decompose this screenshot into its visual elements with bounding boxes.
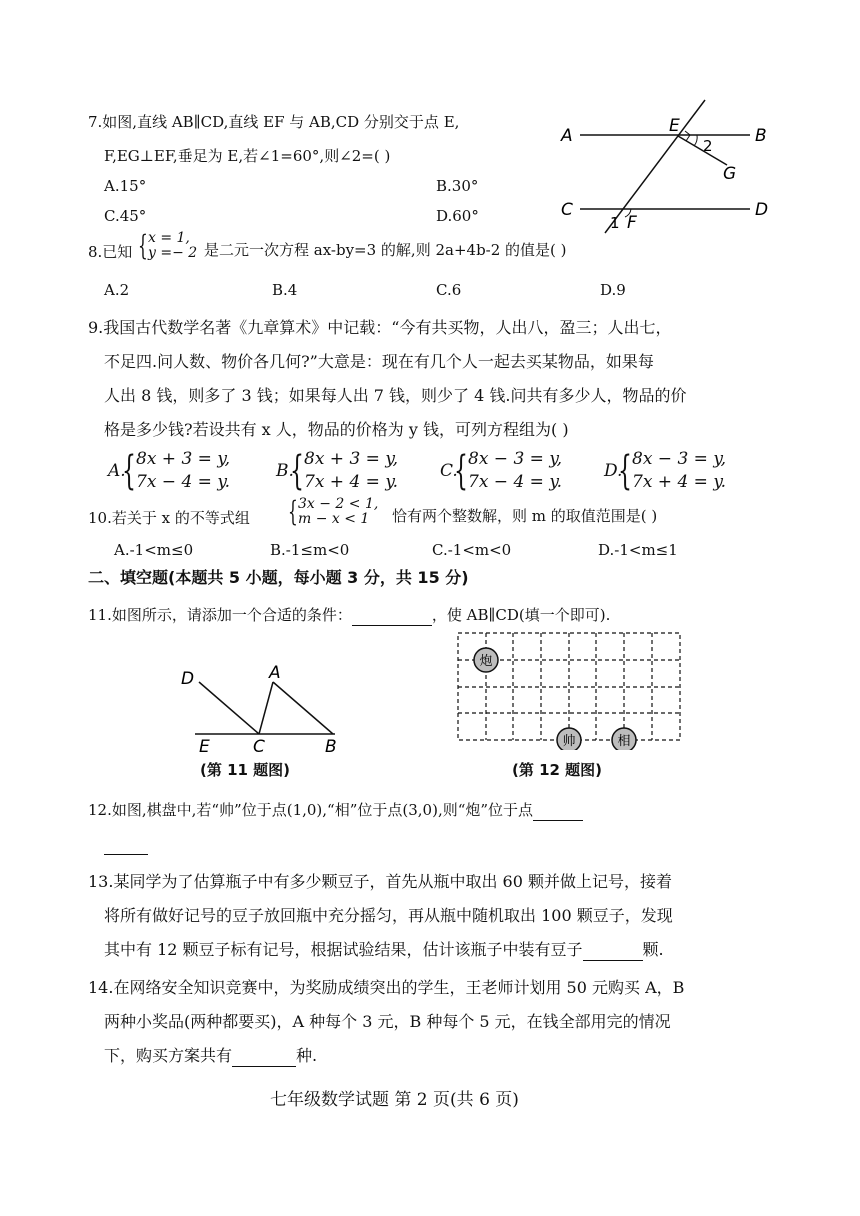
q12-text-line2 (104, 834, 148, 855)
piece-shuai-label: 帅 (562, 734, 576, 749)
q12-text (88, 800, 583, 821)
piece-xiang-label: 相 (617, 734, 631, 749)
q14-line3-before: 下，购买方案共有 (104, 1046, 233, 1065)
q10-eq1: 3x − 2 < 1, (298, 496, 379, 512)
q14-line1: 14.在网络安全知识竞赛中，为奖励成绩突出的学生，王老师计划用 50 元购买 A，B (88, 978, 685, 997)
label-d: D (755, 200, 769, 220)
q8-option-b: B.4 (272, 281, 298, 299)
brace: { (290, 448, 304, 494)
brace: { (122, 448, 136, 494)
q13-line2: 将所有做好记号的豆子放回瓶中充分摇匀，再从瓶中随机取出 100 颗豆子，发现 (104, 906, 673, 925)
label-c: C (253, 737, 265, 757)
q11-text-before: 11.如图所示，请添加一个合适的条件： (88, 606, 352, 624)
q7-line1: 7.如图,直线 AB∥CD,直线 EF 与 AB,CD 分别交于点 E, (88, 113, 460, 131)
option-label: D. (604, 461, 623, 481)
q14-line3-after: 种. (296, 1046, 318, 1065)
q8-suffix: 是二元一次方程 ax-by=3 的解,则 2a+4b-2 的值是( ) (204, 241, 567, 259)
label-2: 2 (703, 137, 713, 155)
q14-line2: 两种小奖品(两种都要买)，A 种每个 3 元，B 种每个 5 元，在钱全部用完的情况 (104, 1012, 671, 1031)
q13-line3 (104, 940, 664, 961)
q9-line2: 不足四.问人数、物价各几何?”大意是：现在有几个人一起去买某物品，如果每 (104, 352, 654, 371)
q8-option-d: D.9 (600, 281, 626, 299)
q10-option-b: B.-1≤m<0 (270, 541, 350, 559)
label-b: B (325, 737, 337, 757)
eq2: 7x − 4 = y. (468, 472, 563, 492)
eq1: 8x − 3 = y, (468, 449, 563, 469)
brace: { (288, 495, 298, 528)
q9-line1: 9.我国古代数学名著《九章算术》中记载：“今有共买物，人出八，盈三；人出七， (88, 318, 672, 337)
piece-xiang (612, 728, 636, 750)
q12-answer-blank-1[interactable] (533, 800, 583, 821)
piece-pao (474, 648, 498, 672)
label-c: C (561, 200, 573, 220)
q7-option-d: D.60° (436, 207, 479, 225)
q12-answer-blank-2[interactable] (104, 834, 148, 855)
section-heading: 二、填空题(本题共 5 小题，每小题 3 分，共 15 分) (88, 568, 469, 587)
q8-option-a: A.2 (104, 281, 130, 299)
eq2: 7x − 4 = y. (136, 472, 231, 492)
q10-suffix: 恰有两个整数解，则 m 的取值范围是( ) (392, 507, 658, 525)
q8-prefix: 8.已知 (88, 243, 133, 261)
right-angle-mark (685, 131, 690, 141)
q11-answer-blank[interactable] (352, 605, 432, 626)
label-a: A (561, 126, 573, 146)
option-label: B. (276, 461, 294, 481)
q7-option-a: A.15° (104, 177, 147, 195)
label-b: B (755, 126, 767, 146)
q9-line4: 格是多少钱?若设共有 x 人，物品的价格为 y 钱，可列方程组为( ) (104, 420, 569, 439)
q7-figure (555, 95, 785, 235)
piece-pao-label: 炮 (479, 654, 493, 669)
q12-caption: (第 12 题图) (512, 761, 603, 779)
q8-option-c: C.6 (436, 281, 462, 299)
brace: { (138, 229, 148, 262)
eq1: 8x + 3 = y, (136, 449, 231, 469)
q12-board (450, 625, 690, 750)
page-footer: 七年级数学试题 第 2 页(共 6 页) (270, 1090, 519, 1110)
label-1: 1 (610, 214, 620, 232)
q8-eq2: y =− 2 (148, 245, 198, 261)
q7-option-c: C.45° (104, 207, 147, 225)
piece-shuai (557, 728, 581, 750)
q10-option-a: A.-1<m≤0 (114, 541, 194, 559)
option-label: A. (108, 461, 126, 481)
segment-dc (199, 682, 259, 734)
q9-line3: 人出 8 钱，则多了 3 钱；如果每人出 7 钱，则少了 4 钱.问共有多少人，物品的价 (104, 386, 687, 405)
q14-answer-blank[interactable] (232, 1046, 296, 1067)
label-f: F (627, 213, 637, 233)
label-a: A (269, 663, 281, 683)
label-e: E (669, 116, 680, 136)
q11-text-after: ，使 AB∥CD(填一个即可). (431, 606, 611, 624)
option-label: C. (440, 461, 458, 481)
q13-answer-blank[interactable] (583, 940, 643, 961)
q7-option-b: B.30° (436, 177, 479, 195)
q13-line3-before: 其中有 12 颗豆子标有记号，根据试验结果，估计该瓶子中装有豆子 (104, 940, 583, 959)
eq1: 8x − 3 = y, (632, 449, 727, 469)
q10-prefix: 10.若关于 x 的不等式组 (88, 509, 250, 527)
brace: { (618, 448, 632, 494)
eq2: 7x + 4 = y. (632, 472, 727, 492)
q14-line3 (104, 1046, 317, 1067)
eq2: 7x + 4 = y. (304, 472, 399, 492)
eq1: 8x + 3 = y, (304, 449, 399, 469)
q8-eq1: x = 1, (148, 230, 190, 246)
q12-text-body: 12.如图,棋盘中,若“帅”位于点(1,0),“相”位于点(3,0),则“炮”位于点 (88, 801, 534, 819)
q11-text (88, 605, 610, 626)
label-e: E (199, 737, 210, 757)
segment-ca (259, 682, 273, 734)
line-ef (605, 100, 705, 233)
q10-eq2: m − x < 1 (298, 511, 370, 527)
q10-option-d: D.-1<m≤1 (598, 541, 678, 559)
q11-caption: (第 11 题图) (200, 761, 291, 779)
label-g: G (723, 164, 737, 184)
brace: { (454, 448, 468, 494)
label-d: D (181, 669, 195, 689)
q7-line2: F,EG⊥EF,垂足为 E,若∠1=60°,则∠2=( ) (104, 147, 391, 165)
q10-option-c: C.-1<m<0 (432, 541, 512, 559)
angle-2-arc (694, 135, 697, 146)
q13-line1: 13.某同学为了估算瓶子中有多少颗豆子，首先从瓶中取出 60 颗并做上记号，接着 (88, 872, 672, 891)
segment-ab (273, 682, 333, 734)
q13-line3-after: 颗. (642, 940, 664, 959)
